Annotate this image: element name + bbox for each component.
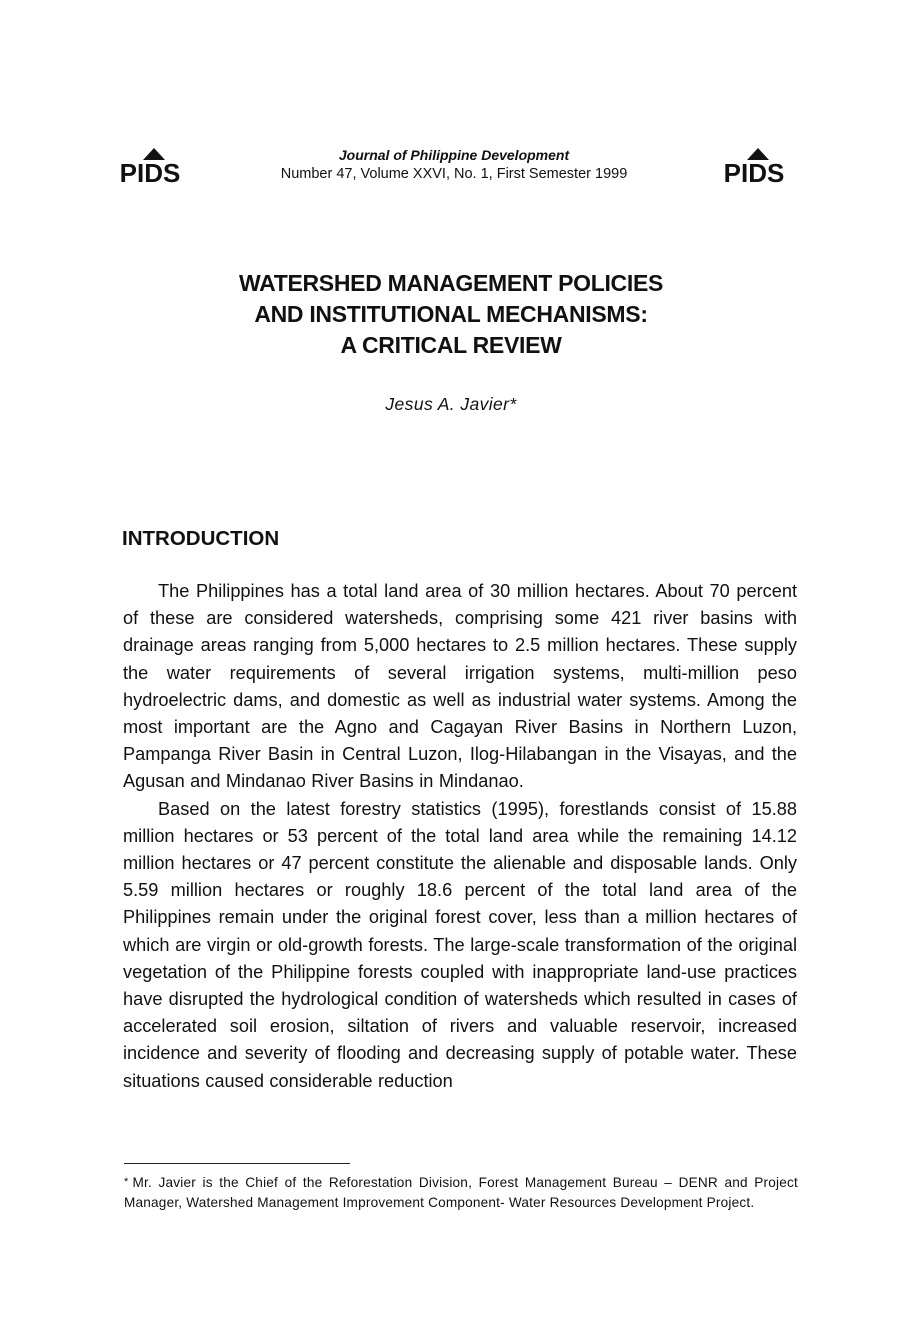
pids-logo-right-icon (718, 146, 790, 186)
title-line-1: WATERSHED MANAGEMENT POLICIES (238, 270, 664, 296)
pids-logo-left (114, 146, 186, 186)
footnote-marker: * (124, 1176, 129, 1188)
author-name: Jesus A. Javier* (385, 394, 517, 414)
title-line-2: AND INSTITUTIONAL MECHANISMS: (254, 301, 648, 327)
pids-logo-right-text: PIDS (723, 158, 785, 186)
paragraph-2: Based on the latest forestry statistics (1995), forestlands consist of 15.88 million hectares or 53 percent of the total land area while the remaining 14.12 million hectares or 47 percent constitute the alienable and disposable lands. Only 5.59 million hectares or roughly 18.6 percent of the total land area of the Philippines remain under the original forest cover, less than a million hectares of which are virgin or old-growth forests. The large-scale transformation of the original vegetation of the Philippine forests coupled with inappropriate land-use practices have disrupted the hydrological condition of watersheds which resulted in cases of accelerated soil erosion, siltation of rivers and valuable reservoir, increased incidence and severity of flooding and decreasing supply of potable water. These situations caused considerable reduction (123, 798, 797, 1091)
pids-logo-left-icon (114, 146, 186, 186)
pids-logo-left-text: PIDS (119, 158, 181, 186)
body-text (123, 578, 797, 1095)
running-head (200, 146, 708, 184)
issue-line: Number 47, Volume XXVI, No. 1, First Semester 1999 (280, 166, 628, 182)
paragraph-1: The Philippines has a total land area of 30 million hectares. About 70 percent of these are considered watersheds, comprising some 421 river basins with drainage areas ranging from 5,000 hectares to 2.5 million hectares. These supply the water requirements of several irrigation systems, multi-million peso hydroelectric dams, and domestic as well as industrial water systems. Among the most important are the Agno and Cagayan River Basins in Northern Luzon, Pampanga River Basin in Central Luzon, Ilog-Hilabangan in the Visayas, and the Agusan and Mindanao River Basins in Mindanao. (123, 581, 797, 792)
article-title (120, 268, 782, 361)
footnote-rule (124, 1163, 350, 1164)
footnote (124, 1172, 798, 1213)
footnote-text: Mr. Javier is the Chief of the Reforestation Division, Forest Management Bureau – DENR and Project Manager, Watershed Management Improvement Component- Water Resources Development Project. (124, 1175, 798, 1210)
pids-logo-right (718, 146, 790, 186)
section-heading: INTRODUCTION (122, 527, 280, 550)
title-line-3: A CRITICAL REVIEW (340, 332, 562, 358)
journal-name: Journal of Philippine Development (338, 147, 570, 163)
